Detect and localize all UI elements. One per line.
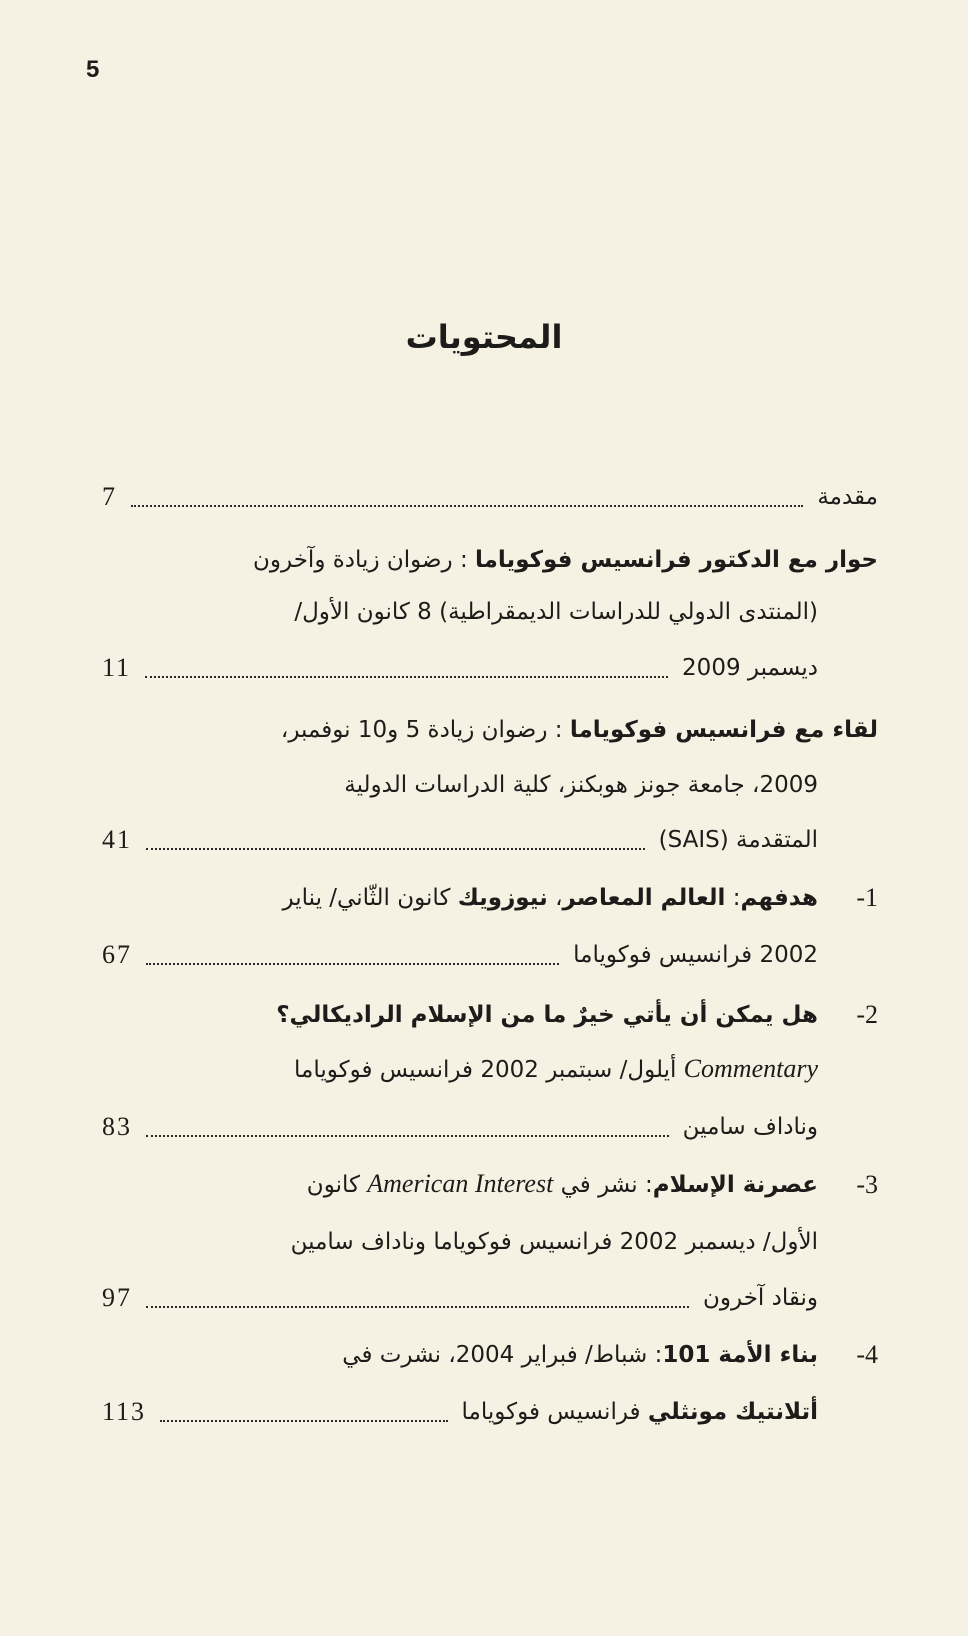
- toc-line: [102, 820, 878, 860]
- entry-text: [294, 592, 818, 632]
- entry-text: [253, 540, 878, 580]
- text-segment: وناداف سامين: [682, 1114, 818, 1140]
- text-segment: :: [725, 885, 741, 911]
- dot-leader: [145, 676, 668, 678]
- toc-line: [102, 1392, 878, 1432]
- text-segment: ونقاد آخرون: [703, 1285, 818, 1311]
- text-segment: كانون الثّاني/ يناير: [282, 885, 458, 911]
- toc-line: [102, 1278, 878, 1318]
- toc-line: [102, 648, 878, 688]
- text-segment: : نشر في: [553, 1172, 653, 1198]
- entry-page-number: 83: [102, 1112, 132, 1141]
- text-segment: الأول/ ديسمبر 2002 فرانسيس فوكوياما وناداف سامين: [290, 1229, 818, 1255]
- entry-text: [276, 995, 818, 1035]
- bold-text: هدفهم: [740, 885, 818, 911]
- entry-text: [283, 878, 818, 918]
- entry-text: [342, 1335, 818, 1375]
- text-segment: فرانسيس فوكوياما: [461, 1399, 648, 1425]
- text-segment: : رضوان زيادة 5 و10 نوفمبر،: [280, 717, 570, 743]
- bold-text: نيوزويك: [457, 885, 548, 911]
- toc-line: [102, 1335, 878, 1375]
- entry-text: [659, 820, 818, 860]
- entry-text: [703, 1278, 818, 1318]
- toc-line: [102, 878, 878, 918]
- bold-text: بناء الأمة 101: [662, 1342, 818, 1368]
- entry-text: [281, 710, 878, 750]
- bold-text: أتلانتيك مونثلي: [647, 1399, 818, 1425]
- toc-line: [102, 477, 878, 517]
- entry-number: 2-: [856, 1000, 878, 1029]
- page-title: المحتويات: [405, 318, 563, 356]
- toc-line: [102, 1222, 878, 1262]
- entry-text: [683, 1107, 818, 1147]
- entry-page-number: 11: [102, 653, 132, 682]
- text-segment: المتقدمة (SAIS): [658, 827, 818, 853]
- dot-leader: [146, 1306, 689, 1308]
- text-segment: 2009، جامعة جونز هوبكنز، كلية الدراسات الدولية: [344, 772, 818, 798]
- dot-leader: [146, 963, 559, 965]
- text-segment: ،: [547, 885, 563, 911]
- entry-text: [573, 935, 818, 975]
- entry-text: [344, 765, 818, 805]
- entry-number: 3-: [856, 1170, 878, 1199]
- toc-line: [102, 710, 878, 750]
- toc-line: [102, 1165, 878, 1205]
- entry-number: 4-: [856, 1340, 878, 1369]
- entry-page-number: 113: [102, 1397, 147, 1426]
- toc-line: [102, 995, 878, 1035]
- dot-leader: [146, 1135, 669, 1137]
- entry-number: 1-: [856, 883, 878, 912]
- entry-page-number: 97: [102, 1283, 132, 1312]
- entry-text: [291, 1222, 818, 1262]
- toc-line: [102, 1050, 878, 1090]
- toc-line: [102, 765, 878, 805]
- entry-text: [307, 1164, 818, 1205]
- toc-line: [102, 1107, 878, 1147]
- dot-leader: [160, 1420, 447, 1422]
- entry-text: [462, 1392, 819, 1432]
- toc-line: [102, 540, 878, 580]
- entry-text: [294, 1049, 818, 1090]
- text-segment: كانون: [306, 1172, 368, 1198]
- entry-page-number: 67: [102, 940, 132, 969]
- italic-text: Commentary: [683, 1054, 818, 1083]
- entry-text: [817, 477, 878, 517]
- bold-text: حوار مع الدكتور فرانسيس فوكوياما: [475, 547, 878, 573]
- bold-text: هل يمكن أن يأتي خيرٌ ما من الإسلام الراديكالي؟: [276, 1002, 818, 1028]
- page-number: 5: [86, 56, 100, 83]
- text-segment: (المنتدى الدولي للدراسات الديمقراطية) 8 كانون الأول/: [294, 599, 818, 625]
- toc-line: [102, 592, 878, 632]
- entry-text: [682, 648, 818, 688]
- dot-leader: [131, 505, 803, 507]
- text-segment: ديسمبر 2009: [682, 655, 818, 681]
- entry-page-number: 41: [102, 825, 132, 854]
- bold-text: العالم المعاصر: [562, 885, 726, 911]
- italic-text: American Interest: [367, 1169, 554, 1198]
- entry-page-number: 7: [102, 482, 117, 511]
- text-segment: مقدمة: [817, 484, 878, 510]
- toc-line: [102, 935, 878, 975]
- text-segment: : رضوان زيادة وآخرون: [253, 547, 476, 573]
- text-segment: 2002 فرانسيس فوكوياما: [573, 942, 818, 968]
- bold-text: عصرنة الإسلام: [652, 1172, 818, 1198]
- dot-leader: [146, 848, 645, 850]
- text-segment: : شباط/ فبراير 2004، نشرت في: [342, 1342, 663, 1368]
- text-segment: أيلول/ سبتمبر 2002 فرانسيس فوكوياما: [294, 1057, 684, 1083]
- bold-text: لقاء مع فرانسيس فوكوياما: [569, 717, 878, 743]
